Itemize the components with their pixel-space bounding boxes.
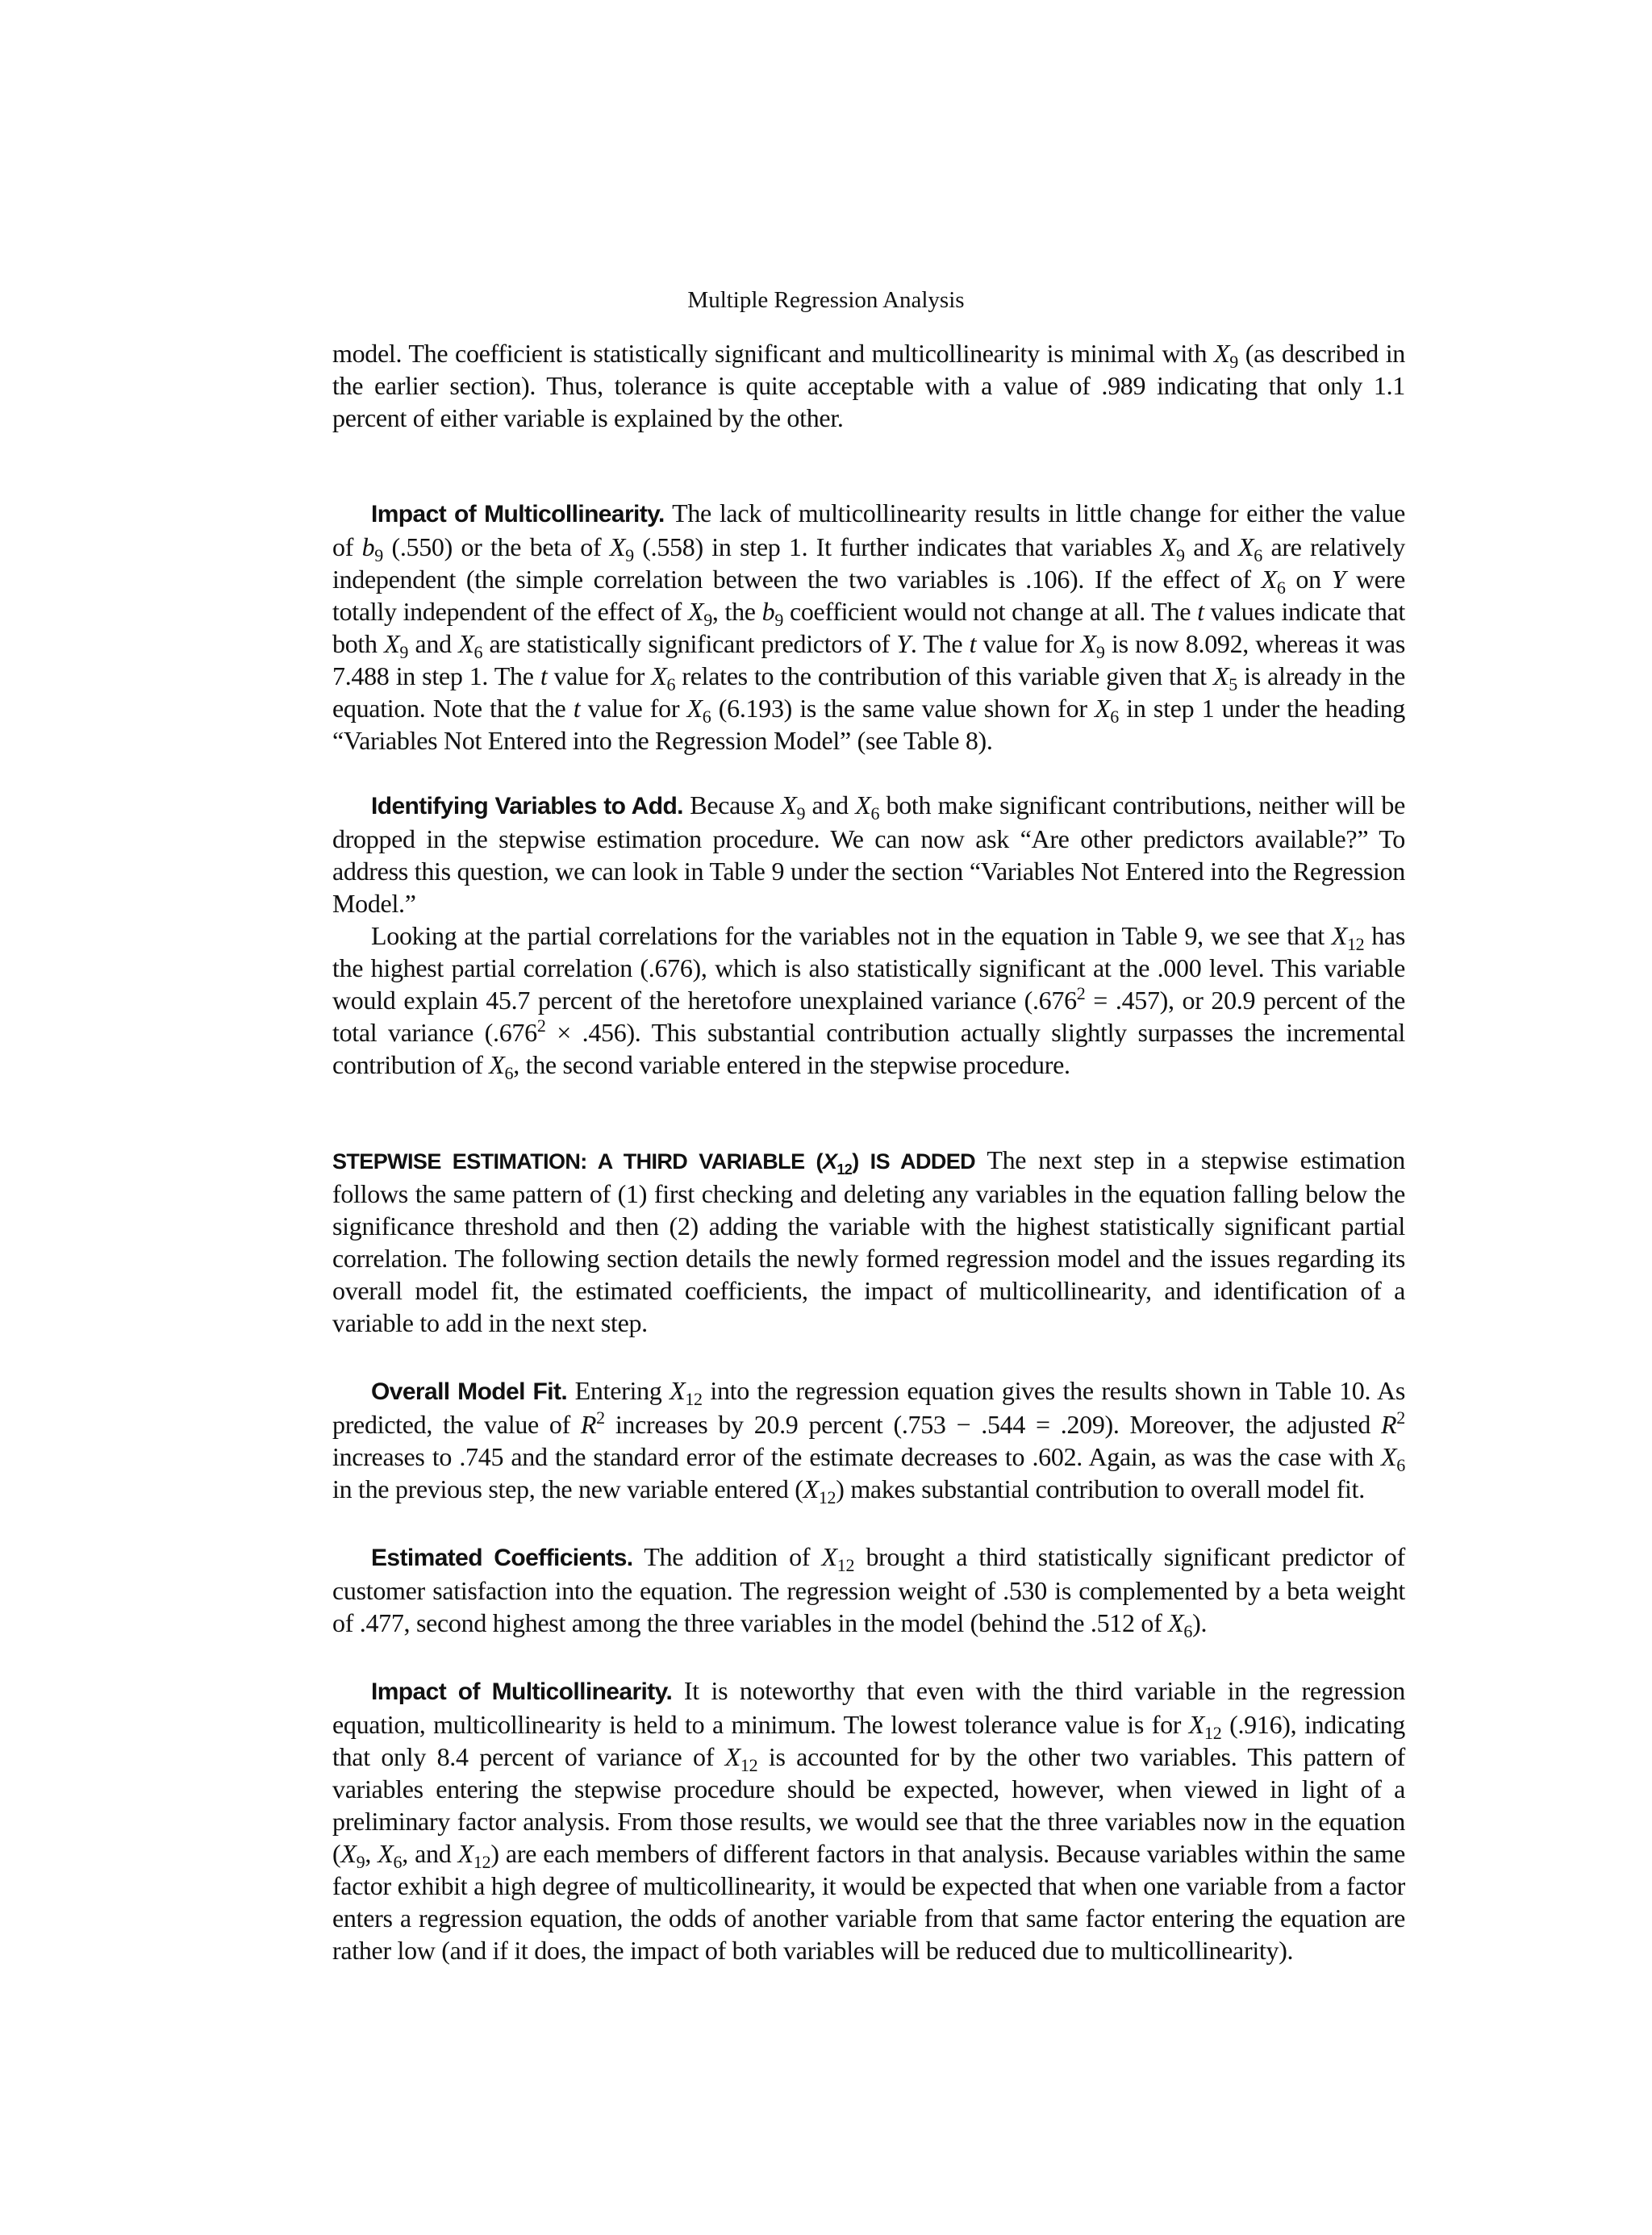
paragraph-impact-multicollinearity-step3: Impact of Multicollinearity. It is noteworthy that even with the third variable in the regression equation, multicollinearity is held to a minimum. The lowest tolerance value is for $X_{12}$ (.916), indicating that only 8.4 percent of variance of $X_{12}$ is accounted for by the other two variables. This pattern of variables entering the stepwise procedure should be expected, however, when viewed in light of a preliminary factor analysis. From those results, we would see that the three variables now in the equation ($X_9$, $X_6$, and $X_{12}$) are each members of different factors in that analysis. Because variables within the same factor exhibit a high degree of multicollinearity, it would be expected that when one variable from a factor enters a regression equation, the odds of another variable from that same factor entering the equation are rather low (and if it does, the impact of both variables will be reduced due to multicollinearity). (332, 1676, 1406, 1965)
paragraph-estimated-coefficients: Estimated Coefficients. The addition of $X_{12}$ brought a third statistically significant predictor of customer satisfaction into the equation. The regression weight of .530 is complemented by a beta weight of .477, second highest among the three variables in the model (behind the .512 of $X_6$). (332, 1542, 1405, 1641)
subheading-impact-multicollinearity: Impact of Multicollinearity. (371, 501, 665, 527)
paragraph-impact-multicollinearity-step2: Impact of Multicollinearity. The lack of multicollinearity results in little change for either the value of $b_9$ (.550) or the beta of $X_9$ (.558) in step 1. It further indicates that variables $X_9$ and $X_6$ are relatively independent (the simple correlation between the two variables is .106). If the effect of $X_6$ on Y were totally independent of the effect of $X_9$, the $b_9$ coefficient would not change at all. The t values indicate that both $X_9$ and $X_6$ are statistically significant predictors of Y. The t value for $X_9$ is now 8.092, whereas it was 7.488 in step 1. The t value for $X_6$ relates to the contribution of this variable given that $X_5$ is already in the equation. Note that the t value for $X_6$ (6.193) is the same value shown for $X_6$ in step 1 under the heading “Variables Not Entered into the Regression Model” (see Table 8). (332, 498, 1406, 755)
subheading-identifying-variables: Identifying Variables to Add. (371, 793, 683, 819)
paragraph-overall-model-fit: Overall Model Fit. Entering $X_{12}$ into the regression equation gives the results shown in Table 10. As predicted, the value of $R^2$ increases by 20.9 percent (.753 − .544 = .209). Moreover, the adjusted $R^2$ increases to .745 and the standard error of the estimate decreases to .602. Again, as was the case with $X_6$ in the previous step, the new variable entered $(X_{12})$ makes substantial contribution to overall model fit. (332, 1376, 1405, 1507)
paragraph-third-variable-added: STEPWISE ESTIMATION: A THIRD VARIABLE $(X_{12})$ IS ADDED The next step in a stepwise estimation follows the same pattern of (1) first checking and deleting any variables in the equation falling below the significance threshold and then (2) adding the variable with the highest statistically significant partial correlation. The following section details the newly formed regression model and the issues regarding its overall model fit, the estimated coefficients, the impact of multicollinearity, and identification of a variable to add in the next step. (332, 1145, 1405, 1337)
paragraph-partial-correlations: Looking at the partial correlations for the variables not in the equation in Table 9, we see that $X_{12}$ has the highest partial correlation (.676), which is also statistically significant at the .000 level. This variable would explain 45.7 percent of the heretofore unexplained variance $(.676^2 = .457)$, or 20.9 percent of the total variance $(.676^2 \times .456)$. This substantial contribution actually slightly surpasses the incremental contribution of $X_6$, the second variable entered in the stepwise procedure. (332, 921, 1406, 1083)
subheading-overall-model-fit: Overall Model Fit. (371, 1378, 568, 1405)
page-header: Multiple Regression Analysis (687, 287, 965, 313)
subheading-impact-multicollinearity-2: Impact of Multicollinearity. (371, 1678, 673, 1705)
paragraph-model-tolerance: model. The coefficient is statistically significant and multicollinearity is minimal with $X_9$ (as described in the earlier section). Thus, tolerance is quite acceptable with a value of .989 indicating that only 1.1 percent of either variable is explained by the other. (332, 339, 1405, 432)
section-heading-third-variable: STEPWISE ESTIMATION: A THIRD VARIABLE $(X_{12})$ IS ADDED (332, 1149, 976, 1178)
paragraph-identifying-variables: Identifying Variables to Add. Because $X_9$ and $X_6$ both make significant contributions, neither will be dropped in the stepwise estimation procedure. We can now ask “Are other predictors available?” To address this question, we can look in Table 9 under the section “Variables Not Entered into the Regression Model.” (332, 790, 1405, 918)
subheading-estimated-coefficients: Estimated Coefficients. (371, 1545, 633, 1571)
page-body (332, 337, 1405, 1966)
